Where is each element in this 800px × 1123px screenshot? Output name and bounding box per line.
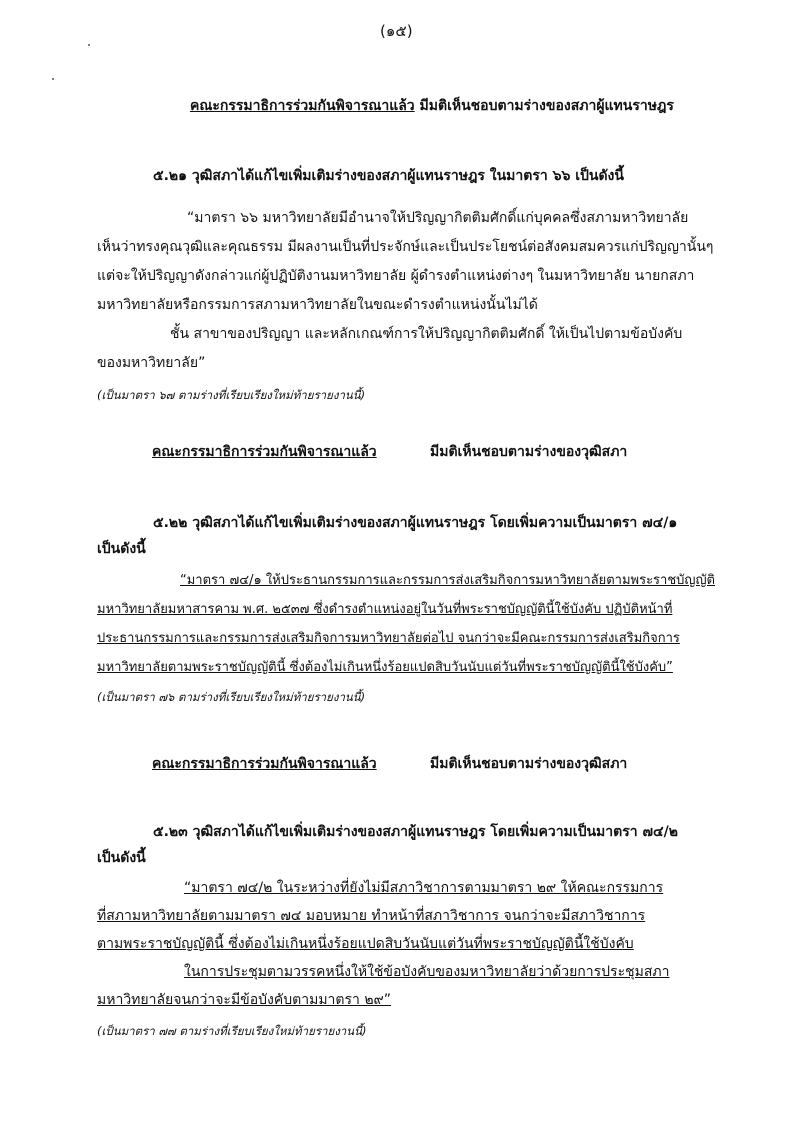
section-text-line: มหาวิทยาลัยจนกว่าจะมีข้อบังคับตามมาตรา ๒๙”: [97, 992, 392, 1008]
section-text-line: “มาตรา ๗๔/๒ ในระหว่างที่ยังไม่มีสภาวิชาการตามมาตรา ๒๙ ให้คณะกรรมการ: [184, 880, 664, 896]
section-heading-continued: เป็นดังนี้: [97, 541, 146, 557]
committee-heading-underlined: คณะกรรมาธิการร่วมกันพิจารณาแล้ว: [152, 756, 377, 772]
section-text-line: เห็นว่าทรงคุณวุฒิและคุณธรรม มีผลงานเป็นที่ประจักษ์และเป็นประโยชน์ต่อสังคมสมควรแก่ปริญญานั้นๆ: [97, 239, 714, 255]
section-text-line: “มาตรา ๖๖ มหาวิทยาลัยมีอำนาจให้ปริญญากิตติมศักดิ์แก่บุคคลซึ่งสภามหาวิทยาลัย: [187, 210, 689, 226]
scan-speck: [88, 44, 90, 46]
section-text-line: มหาวิทยาลัยหรือกรรมการสภามหาวิทยาลัยในขณะดำรงตำแหน่งนั้นไม่ได้: [97, 297, 538, 313]
section-text-line: ประธานกรรมการและกรรมการส่งเสริมกิจการมหาวิทยาลัยต่อไป จนกว่าจะมีคณะกรรมการส่งเสริมกิจการ: [97, 631, 680, 646]
committee-heading-rest: มีมติเห็นชอบตามร่างของสภาผู้แทนราษฎร: [419, 98, 674, 114]
section-text-line: แต่จะให้ปริญญาดังกล่าวแก่ผู้ปฏิบัติงานมหาวิทยาลัย ผู้ดำรงตำแหน่งต่างๆ ในมหาวิทยาลัย นายกสภา: [97, 268, 695, 284]
section-note: (เป็นมาตรา ๗๗ ตามร่างที่เรียบเรียงใหม่ท้ายรายงานนี้): [97, 1024, 367, 1038]
section-heading: ๕.๒๑ วุฒิสภาได้แก้ไขเพิ่มเติมร่างของสภาผู้แทนราษฎร ในมาตรา ๖๖ เป็นดังนี้: [153, 168, 624, 184]
section-text-line: ชั้น สาขาของปริญญา และหลักเกณฑ์การให้ปริญญากิตติมศักดิ์ ให้เป็นไปตามข้อบังคับ: [170, 326, 683, 342]
section-heading-continued: เป็นดังนี้: [97, 850, 146, 866]
section-text-line: ตามพระราชบัญญัตินี้ ซึ่งต้องไม่เกินหนึ่งร้อยแปดสิบวันนับแต่วันที่พระราชบัญญัตินี้ใช้บังคับ: [97, 936, 634, 952]
section-text-line: มหาวิทยาลัยมหาสารคาม พ.ศ. ๒๕๓๗ ซึ่งดำรงตำแหน่งอยู่ในวันที่พระราชบัญญัตินี้ใช้บังคับ ปฏิบัติหน้าที่: [97, 602, 673, 617]
section-note: (เป็นมาตรา ๗๖ ตามร่างที่เรียบเรียงใหม่ท้ายรายงานนี้): [97, 690, 366, 704]
committee-heading-underlined: คณะกรรมาธิการร่วมกันพิจารณาแล้ว: [152, 444, 377, 460]
section-text-line: “มาตรา ๗๔/๑ ให้ประธานกรรมการและกรรมการส่งเสริมกิจการมหาวิทยาลัยตามพระราชบัญญัติ: [180, 573, 715, 588]
section-note: (เป็นมาตรา ๖๗ ตามร่างที่เรียบเรียงใหม่ท้ายรายงานนี้): [97, 388, 366, 402]
section-text-line: มหาวิทยาลัยตามพระราชบัญญัตินี้ ซึ่งต้องไม่เกินหนึ่งร้อยแปดสิบวันนับแต่วันที่พระราชบัญญัตินี้ใช้บังคับ”: [97, 660, 673, 675]
committee-resolution: [190, 97, 674, 115]
committee-heading-rest: มีมติเห็นชอบตามร่างของวุฒิสภา: [430, 756, 628, 772]
section-heading: ๕.๒๓ วุฒิสภาได้แก้ไขเพิ่มเติมร่างของสภาผู้แทนราษฎร โดยเพิ่มความเป็นมาตรา ๗๔/๒: [153, 824, 678, 840]
section-text-line: ที่สภามหาวิทยาลัยตามมาตรา ๗๔ มอบหมาย ทำหน้าที่สภาวิชาการ จนกว่าจะมีสภาวิชาการ: [97, 908, 646, 924]
committee-heading-underlined: คณะกรรมาธิการร่วมกันพิจารณาแล้ว: [190, 98, 415, 114]
committee-heading-rest: มีมติเห็นชอบตามร่างของวุฒิสภา: [430, 444, 628, 460]
section-text-line: ในการประชุมตามวรรคหนึ่งให้ใช้ข้อบังคับของมหาวิทยาลัยว่าด้วยการประชุมสภา: [184, 964, 670, 980]
section-heading: ๕.๒๒ วุฒิสภาได้แก้ไขเพิ่มเติมร่างของสภาผู้แทนราษฎร โดยเพิ่มความเป็นมาตรา ๗๔/๑: [153, 515, 678, 531]
section-text-line: ของมหาวิทยาลัย”: [97, 355, 206, 371]
page-number: (๑๕): [380, 22, 413, 40]
scan-speck: [52, 78, 54, 80]
